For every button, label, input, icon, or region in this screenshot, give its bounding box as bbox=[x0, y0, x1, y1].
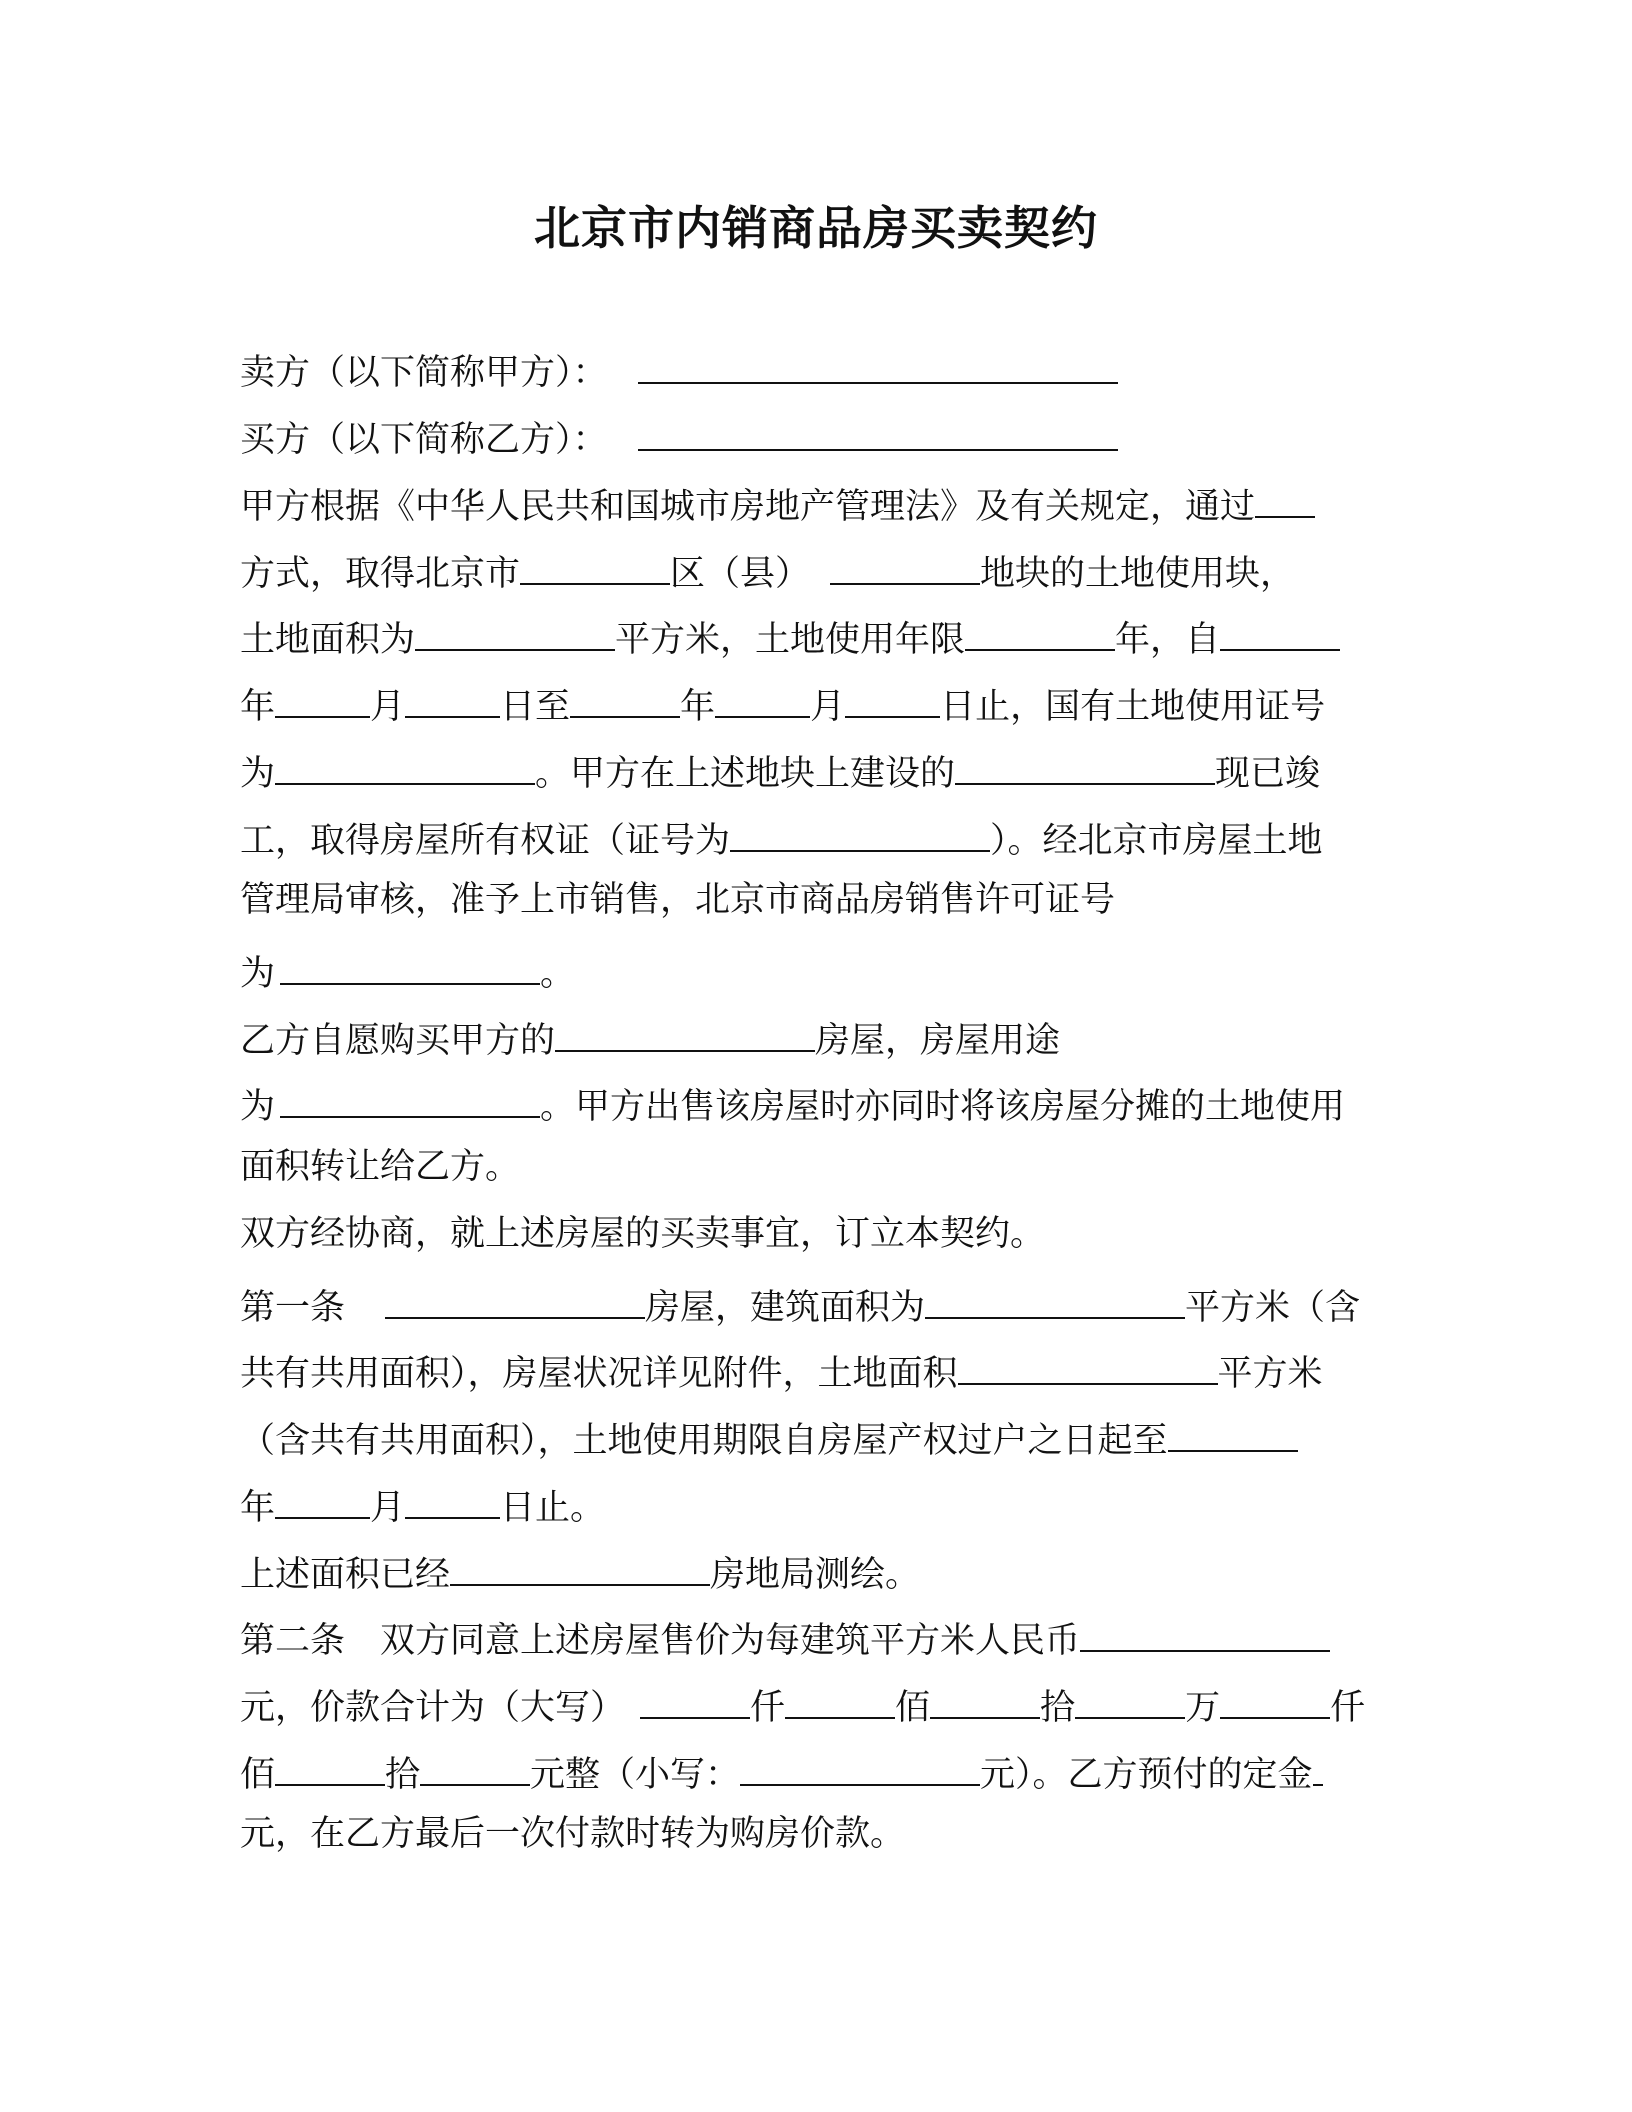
paragraph-line bbox=[240, 605, 1340, 661]
start-day-blank[interactable] bbox=[405, 672, 500, 718]
text-segment: 地块的土地使用块， bbox=[980, 554, 1296, 594]
amount-wan-blank[interactable] bbox=[1075, 1673, 1185, 1719]
paragraph-line bbox=[240, 806, 1323, 862]
text-segment: 平方米，土地使用年限 bbox=[615, 620, 966, 660]
paragraph-line bbox=[240, 539, 1295, 595]
text-segment: 。甲方出售该房屋时亦同时将该房屋分摊的土地使用 bbox=[540, 1087, 1346, 1127]
amount-qian-wan-blank[interactable] bbox=[640, 1673, 750, 1719]
text-segment: 月 bbox=[370, 687, 406, 727]
house-use-blank[interactable] bbox=[280, 1072, 540, 1118]
paragraph-line bbox=[240, 1673, 1365, 1729]
text-segment: 房地局测绘。 bbox=[710, 1555, 921, 1595]
text-segment: （含共有共用面积），土地使用期限自房屋产权过户之日起至 bbox=[240, 1421, 1168, 1461]
text-segment: 双方经协商，就上述房屋的买卖事宜，订立本契约。 bbox=[240, 1214, 1046, 1254]
text-segment: 方式，取得北京市 bbox=[240, 554, 521, 594]
end-month-blank[interactable] bbox=[715, 672, 810, 718]
text-segment: 为 bbox=[240, 954, 276, 994]
text-segment: 现已竣 bbox=[1215, 754, 1321, 794]
paragraph-line bbox=[240, 1072, 1345, 1128]
district-blank[interactable] bbox=[520, 539, 670, 585]
article-two-line bbox=[240, 1606, 1330, 1662]
land-cert-blank[interactable] bbox=[275, 739, 535, 785]
text-segment: 平方米 bbox=[1217, 1354, 1323, 1394]
unit-price-blank[interactable] bbox=[1080, 1606, 1330, 1652]
term-year-blank[interactable] bbox=[1168, 1406, 1298, 1452]
text-segment: 年，自 bbox=[1115, 620, 1221, 660]
paragraph-line bbox=[240, 1473, 605, 1529]
paragraph-line bbox=[240, 739, 1320, 795]
amount-shi-wan-blank[interactable] bbox=[930, 1673, 1040, 1719]
end-day-blank[interactable] bbox=[845, 672, 940, 718]
text-segment: 日止，国有土地使用证号 bbox=[940, 687, 1326, 727]
land-area-blank[interactable] bbox=[415, 605, 615, 651]
text-segment: 月 bbox=[810, 687, 846, 727]
acquire-method-blank[interactable] bbox=[1255, 472, 1315, 518]
buyer-blank[interactable] bbox=[638, 405, 1118, 451]
amount-numeric-blank[interactable] bbox=[740, 1740, 980, 1786]
text-segment: 平方米（含 bbox=[1185, 1288, 1361, 1328]
text-segment: 房屋，建筑面积为 bbox=[645, 1288, 926, 1328]
text-segment: 年 bbox=[240, 687, 276, 727]
paragraph-line bbox=[240, 1806, 905, 1862]
text-segment: 日至 bbox=[500, 687, 571, 727]
text-segment: 管理局审核，准予上市销售，北京市商品房销售许可证号 bbox=[240, 880, 1116, 920]
paragraph-line bbox=[240, 1406, 1298, 1462]
text-segment: 第二条 双方同意上述房屋售价为每建筑平方米人民币 bbox=[240, 1621, 1081, 1661]
text-segment: 元）。乙方预付的定金 bbox=[980, 1755, 1313, 1795]
article-heading: 第一条 bbox=[240, 1288, 346, 1328]
start-year-blank[interactable] bbox=[1220, 605, 1340, 651]
text-segment: 为 bbox=[240, 754, 276, 794]
text-segment: 。甲方在上述地块上建设的 bbox=[535, 754, 956, 794]
text-segment: 年 bbox=[680, 687, 716, 727]
text-segment: 工，取得房屋所有权证（证号为 bbox=[240, 821, 731, 861]
text-segment: 佰 bbox=[240, 1755, 276, 1795]
amount-bai-blank[interactable] bbox=[275, 1740, 385, 1786]
paragraph-line bbox=[240, 1740, 1323, 1796]
text-segment: 拾 bbox=[385, 1755, 421, 1795]
text-segment: 面积转让给乙方。 bbox=[240, 1147, 521, 1187]
article-one-line bbox=[240, 1273, 1360, 1329]
text-segment: 年 bbox=[240, 1488, 276, 1528]
land-area-share-blank[interactable] bbox=[958, 1339, 1218, 1385]
sale-permit-blank[interactable] bbox=[280, 939, 540, 985]
text-segment: 共有共用面积），房屋状况详见附件，土地面积 bbox=[240, 1354, 958, 1394]
building-area-blank[interactable] bbox=[925, 1273, 1185, 1319]
text-segment: 房屋，房屋用途 bbox=[815, 1021, 1061, 1061]
buyer-line bbox=[240, 405, 1118, 461]
text-segment: 甲方根据《中华人民共和国城市房地产管理法》及有关规定，通过 bbox=[240, 487, 1256, 527]
end-year-blank[interactable] bbox=[570, 672, 680, 718]
survey-bureau-blank[interactable] bbox=[450, 1540, 710, 1586]
text-segment: 拾 bbox=[1040, 1688, 1076, 1728]
paragraph-line bbox=[240, 872, 1115, 928]
text-segment: 仟 bbox=[750, 1688, 786, 1728]
paragraph-line bbox=[240, 939, 575, 995]
amount-shi-blank[interactable] bbox=[420, 1740, 530, 1786]
land-years-blank[interactable] bbox=[965, 605, 1115, 651]
seller-blank[interactable] bbox=[638, 338, 1118, 384]
paragraph-line bbox=[240, 672, 1325, 728]
text-segment: 土地面积为 bbox=[240, 620, 416, 660]
plot-blank[interactable] bbox=[830, 539, 980, 585]
paragraph-line bbox=[240, 472, 1315, 528]
term-day-blank[interactable] bbox=[405, 1473, 500, 1519]
paragraph-line bbox=[240, 1006, 1060, 1062]
ownership-cert-blank[interactable] bbox=[730, 806, 990, 852]
seller-label: 卖方（以下简称甲方）： bbox=[240, 353, 608, 393]
buyer-label: 买方（以下简称乙方）： bbox=[240, 420, 608, 460]
text-segment: 元整（小写： bbox=[530, 1755, 741, 1795]
document-title: 北京市内销商品房买卖契约 bbox=[534, 201, 1098, 255]
seller-line bbox=[240, 338, 1118, 394]
house-location-blank[interactable] bbox=[385, 1273, 645, 1319]
text-segment: 乙方自愿购买甲方的 bbox=[240, 1021, 556, 1061]
text-segment: 月 bbox=[370, 1488, 406, 1528]
text-segment: 仟 bbox=[1330, 1688, 1366, 1728]
text-segment: 元，价款合计为（大写） bbox=[240, 1688, 626, 1728]
text-segment: 元，在乙方最后一次付款时转为购房价款。 bbox=[240, 1814, 906, 1854]
paragraph-line bbox=[240, 1206, 1045, 1262]
text-segment: ）。经北京市房屋土地 bbox=[990, 821, 1323, 861]
paragraph-line bbox=[240, 1139, 520, 1195]
building-blank[interactable] bbox=[955, 739, 1215, 785]
text-segment: 上述面积已经 bbox=[240, 1555, 451, 1595]
amount-qian-blank[interactable] bbox=[1220, 1673, 1330, 1719]
amount-bai-wan-blank[interactable] bbox=[785, 1673, 895, 1719]
text-segment: 。 bbox=[540, 954, 576, 994]
text-segment: 佰 bbox=[895, 1688, 931, 1728]
start-month-blank[interactable] bbox=[275, 672, 370, 718]
purchased-house-blank[interactable] bbox=[555, 1006, 815, 1052]
deposit-blank[interactable] bbox=[1313, 1740, 1323, 1786]
text-segment: 区（县） bbox=[670, 554, 811, 594]
text-segment: 日止。 bbox=[500, 1488, 606, 1528]
text-segment: 为 bbox=[240, 1087, 276, 1127]
paragraph-line bbox=[240, 1540, 920, 1596]
paragraph-line bbox=[240, 1339, 1323, 1395]
term-month-blank[interactable] bbox=[275, 1473, 370, 1519]
text-segment: 万 bbox=[1185, 1688, 1221, 1728]
